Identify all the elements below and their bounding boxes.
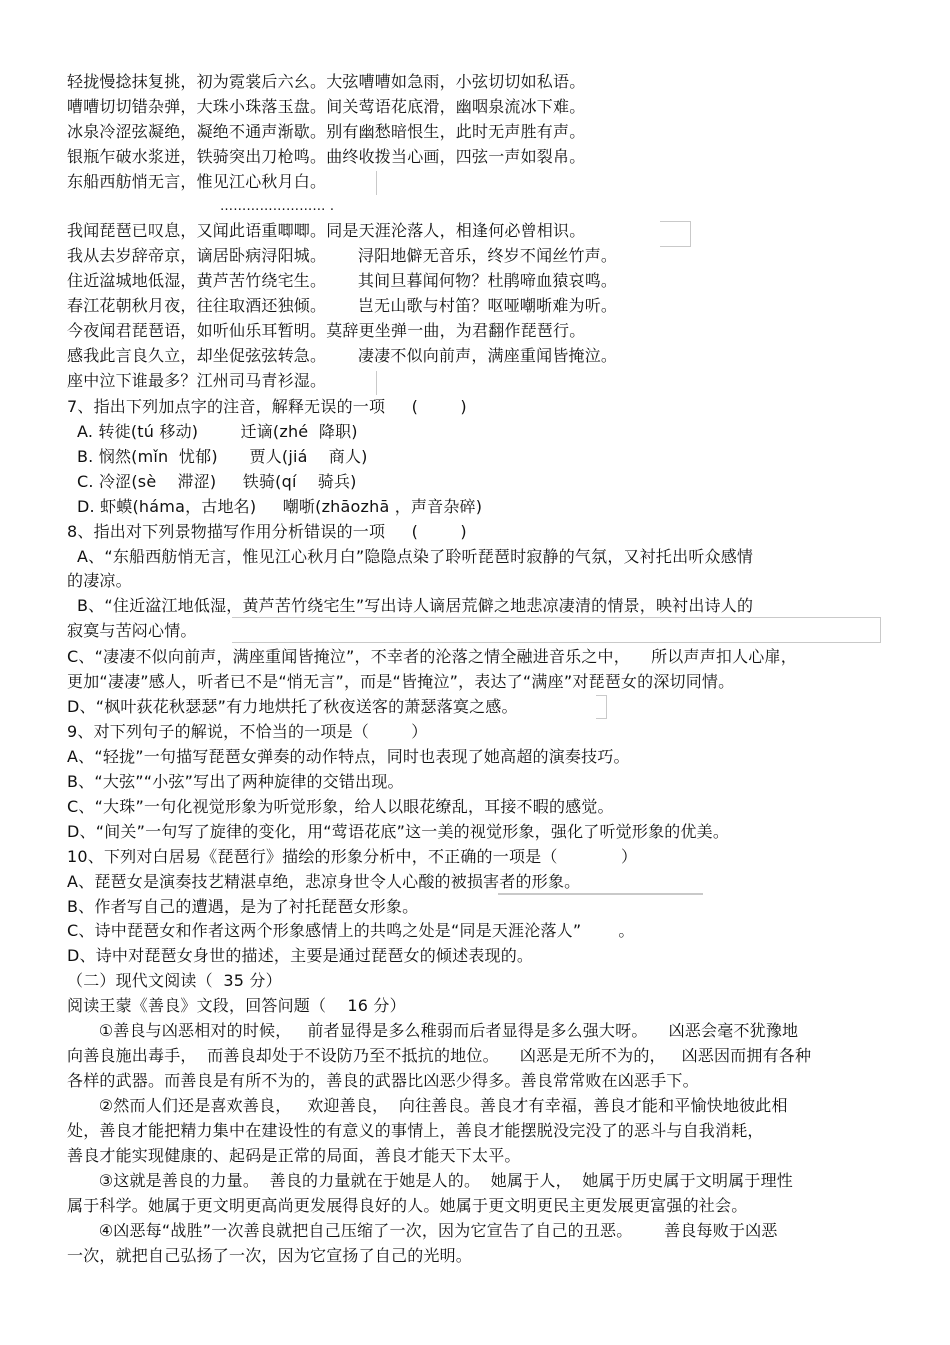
q8-line: 寂寞与苦闷心情。: [67, 621, 197, 640]
poem-line: 我闻琵琶已叹息，又闻此语重唧唧。同是天涯沦落人，相逢何必曾相识。: [67, 221, 586, 240]
q9-option-c: C、“大珠”一句化视觉形象为听觉形象，给人以眼花缭乱，耳接不暇的感觉。: [67, 797, 614, 816]
poem-line: 嘈嘈切切错杂弹，大珠小珠落玉盘。间关莺语花底滑，幽咽泉流冰下难。: [67, 97, 586, 116]
poem-box-1: [376, 171, 377, 195]
q8-line: 的凄凉。: [67, 571, 132, 590]
question-10-stem: 10、下列对白居易《琵琶行》描绘的形象分析中，不正确的一项是（ ）: [67, 847, 638, 866]
poem-line: 今夜闻君琵琶语，如听仙乐耳暂明。莫辞更坐弹一曲，为君翻作琵琶行。: [67, 321, 586, 340]
poem-line: 春江花朝秋月夜，往往取酒还独倾。 岂无山歌与村笛？呕哑嘲哳难为听。: [67, 296, 618, 315]
passage-line: 善良才能实现健康的、起码是正常的局面，善良才能天下太平。: [67, 1146, 521, 1165]
passage-line: 属于科学。她属于更文明更高尚更发展得良好的人。她属于更文明更民主更发展更富强的社会。: [67, 1196, 748, 1215]
passage-line: 一次，就把自己弘扬了一次，因为它宣扬了自己的光明。: [67, 1246, 473, 1265]
poem-line: 感我此言良久立，却坐促弦弦转急。 凄凄不似向前声，满座重闻皆掩泣。: [67, 346, 618, 365]
poem-ellipsis: …………………… .: [220, 199, 335, 214]
q8-box: [232, 617, 881, 643]
question-8-stem: 8、指出对下列景物描写作用分析错误的一项 ( ): [67, 522, 467, 541]
poem-line: 冰泉冷涩弦凝绝，凝绝不通声渐歇。别有幽愁暗恨生，此时无声胜有声。: [67, 122, 586, 141]
q8-line: B、“住近湓江地低湿，黄芦苦竹绕宅生”写出诗人谪居荒僻之地悲凉凄清的情景，映衬出诗人的: [77, 596, 754, 615]
poem-box-2: [660, 221, 691, 247]
q8c-box: [596, 695, 607, 719]
q10-option-d: D、诗中对琵琶女身世的描述，主要是通过琵琶女的倾述表现的。: [67, 946, 534, 965]
q10-option-b: B、作者写自己的遭遇，是为了衬托琵琶女形象。: [67, 897, 419, 916]
q7-option-d: D. 虾蟆(háma，古地名) 嘲哳(zhāozhā ，声音杂碎): [77, 497, 483, 516]
poem-line: 我从去岁辞帝京，谪居卧病浔阳城。 浔阳地僻无音乐，终岁不闻丝竹声。: [67, 246, 618, 265]
q7-option-a: A. 转徙(tú 移动) 迁谪(zhé 降职): [77, 422, 358, 441]
passage-line: 处，善良才能把精力集中在建设性的有意义的事情上，善良才能摆脱没完没了的恶斗与自我消耗，: [67, 1121, 764, 1140]
q8-line: 更加“凄凄”感人，听者已不是“悄无言”，而是“皆掩泣”，表达了“满座”对琵琶女的深切同情。: [67, 672, 735, 691]
poem-line: 座中泣下谁最多？江州司马青衫湿。: [67, 371, 327, 390]
poem-line: 住近湓城地低湿，黄芦苦竹绕宅生。 其间旦暮闻何物？杜鹃啼血猿哀鸣。: [67, 271, 618, 290]
passage-line: ④凶恶每“战胜”一次善良就把自己压缩了一次，因为它宣告了自己的丑恶。 善良每败于凶恶: [67, 1221, 778, 1240]
section-heading: （二）现代文阅读（ 35 分）: [67, 971, 282, 990]
q8-line: D、“枫叶荻花秋瑟瑟”有力地烘托了秋夜送客的萧瑟落寞之感。: [67, 697, 518, 716]
q9-option-b: B、“大弦”“小弦”写出了两种旋律的交错出现。: [67, 772, 404, 791]
passage-line: ②然而人们还是喜欢善良， 欢迎善良， 向往善良。善良才有幸福，善良才能和平愉快地彼此相: [67, 1096, 788, 1115]
q8-line: C、“凄凄不似向前声，满座重闻皆掩泣”，不幸者的沦落之情全融进音乐之中， 所以声声扣人心扉，: [67, 647, 797, 666]
q10-box: [498, 893, 703, 895]
poem-line: 银瓶乍破水浆迸，铁骑突出刀枪鸣。曲终收拨当心画，四弦一声如裂帛。: [67, 147, 586, 166]
q8-line: A、“东船西舫悄无言，惟见江心秋月白”隐隐点染了聆听琵琶时寂静的气氛，又衬托出听众感情: [77, 547, 754, 566]
q9-option-a: A、“轻拢”一句描写琵琶女弹奏的动作特点，同时也表现了她高超的演奏技巧。: [67, 747, 630, 766]
q7-option-b: B. 悯然(mǐn 忧郁) 贾人(jiá 商人): [77, 447, 368, 466]
passage-line: ③这就是善良的力量。 善良的力量就在于她是人的。 她属于人， 她属于历史属于文明属于理性: [67, 1171, 793, 1190]
passage-line: 各样的武器。而善良是有所不为的，善良的武器比凶恶少得多。善良常常败在凶恶手下。: [67, 1071, 699, 1090]
passage-line: ①善良与凶恶相对的时候， 前者显得是多么稚弱而后者显得是多么强大呀。 凶恶会毫不犹豫地: [67, 1021, 799, 1040]
passage-line: 向善良施出毒手， 而善良却处于不设防乃至不抵抗的地位。 凶恶是无所不为的， 凶恶因而拥有各种: [67, 1046, 812, 1065]
question-7-stem: 7、指出下列加点字的注音，解释无误的一项 ( ): [67, 397, 467, 416]
q10-option-c: C、诗中琵琶女和作者这两个形象感情上的共鸣之处是“同是天涯沦落人” 。: [67, 921, 635, 940]
q9-option-d: D、“间关”一句写了旋律的变化，用“莺语花底”这一美的视觉形象，强化了听觉形象的优美。: [67, 822, 730, 841]
poem-box-3: [376, 371, 377, 395]
q10-option-a: A、琵琶女是演奏技艺精湛卓绝，悲凉身世令人心酸的被损害者的形象。: [67, 872, 581, 891]
reading-intro: 阅读王蒙《善良》文段，回答问题（ 16 分）: [67, 996, 406, 1015]
poem-line: 东船西舫悄无言，惟见江心秋月白。: [67, 172, 327, 191]
poem-line: 轻拢慢捻抹复挑，初为霓裳后六幺。大弦嘈嘈如急雨，小弦切切如私语。: [67, 72, 586, 91]
q7-option-c: C. 冷涩(sè 滞涩) 铁骑(qí 骑兵): [77, 472, 357, 491]
question-9-stem: 9、对下列句子的解说，不恰当的一项是（ ）: [67, 722, 428, 741]
